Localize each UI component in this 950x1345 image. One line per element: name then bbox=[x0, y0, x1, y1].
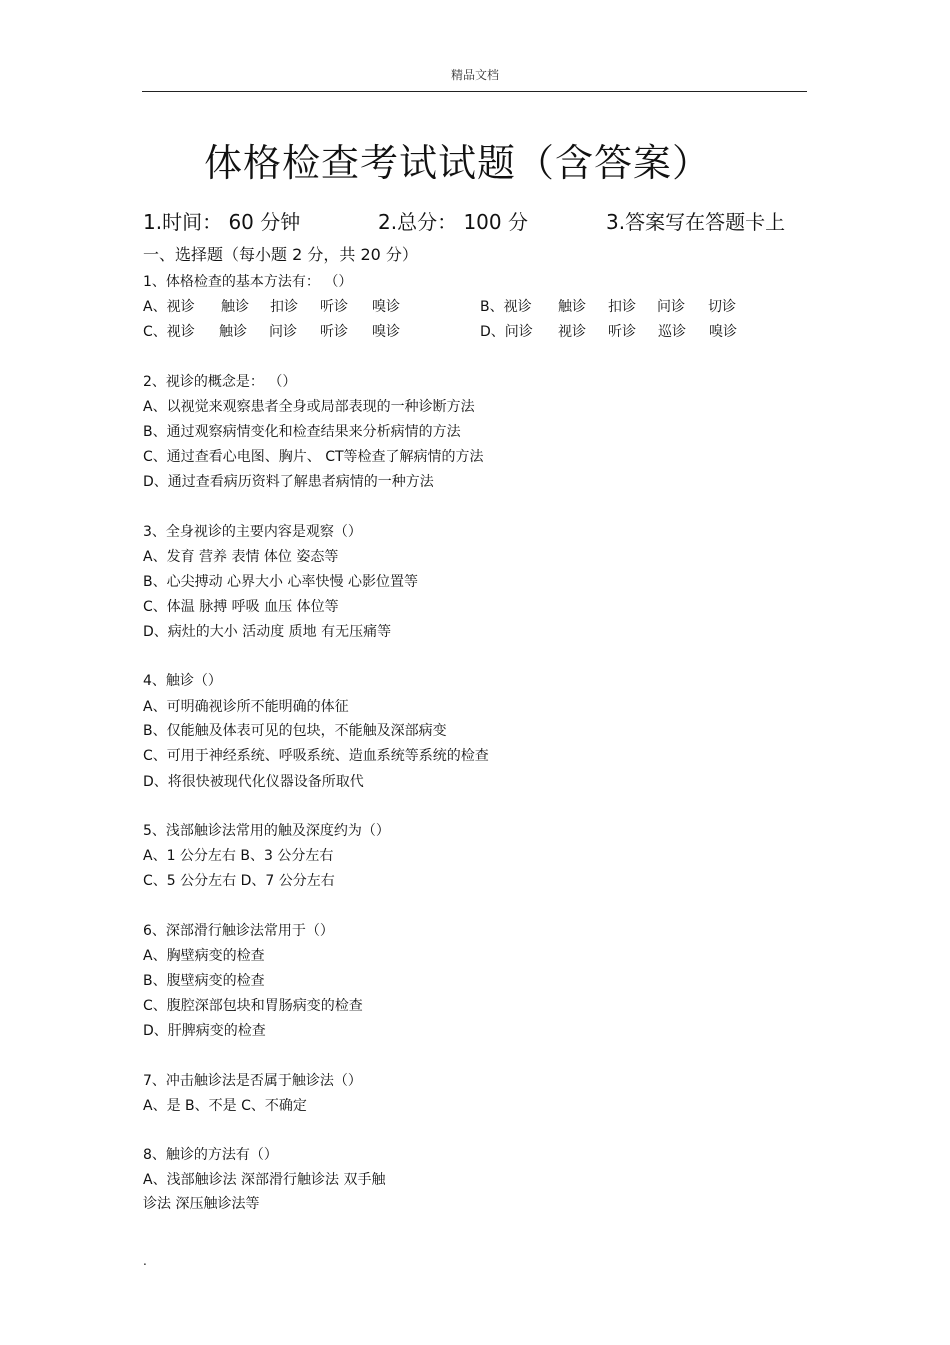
option-line: C、腹腔深部包块和胃肠病变的检查 bbox=[143, 998, 363, 1014]
option-line: C、5 公分左右 D、7 公分左右 bbox=[143, 873, 335, 889]
footer-mark: . bbox=[143, 1254, 147, 1268]
meta-note: 3.答案写在答题卡上 bbox=[606, 210, 786, 234]
option-line: C、通过查看心电图、胸片、 CT等检查了解病情的方法 bbox=[143, 449, 484, 465]
page-header: 精品文档 bbox=[450, 68, 499, 82]
option-line: D、将很快被现代化仪器设备所取代 bbox=[143, 774, 364, 790]
option-cell: 嗅诊 bbox=[372, 299, 400, 315]
option-cell: D、问诊 bbox=[480, 324, 533, 340]
question-2-stem: 2、视诊的概念是： （） bbox=[143, 374, 297, 390]
option-line: B、腹壁病变的检查 bbox=[143, 973, 265, 989]
option-cell: 问诊 bbox=[269, 324, 297, 340]
option-cell: 视诊 bbox=[558, 324, 586, 340]
option-line: A、胸壁病变的检查 bbox=[143, 948, 265, 964]
option-cell: 触诊 bbox=[558, 299, 586, 315]
exam-title: 体格检查考试试题（含答案） bbox=[204, 141, 712, 185]
option-cell: 巡诊 bbox=[658, 324, 686, 340]
option-cell: 扣诊 bbox=[270, 299, 298, 315]
section-heading: 一、选择题（每小题 2 分，共 20 分） bbox=[143, 245, 418, 264]
option-line: B、仅能触及体表可见的包块，不能触及深部病变 bbox=[143, 723, 447, 739]
option-line: 诊法 深压触诊法等 bbox=[143, 1196, 260, 1212]
option-line: A、以视觉来观察患者全身或局部表现的一种诊断方法 bbox=[143, 399, 475, 415]
question-6-stem: 6、深部滑行触诊法常用于（） bbox=[143, 923, 334, 939]
option-cell: 嗅诊 bbox=[372, 324, 400, 340]
option-cell: 嗅诊 bbox=[709, 324, 737, 340]
option-cell: 触诊 bbox=[221, 299, 249, 315]
question-5-stem: 5、浅部触诊法常用的触及深度约为（） bbox=[143, 823, 390, 839]
header-rule bbox=[142, 91, 807, 92]
option-line: A、1 公分左右 B、3 公分左右 bbox=[143, 848, 334, 864]
option-line: A、可明确视诊所不能明确的体征 bbox=[143, 699, 349, 715]
option-line: A、发育 营养 表情 体位 姿态等 bbox=[143, 549, 339, 565]
option-cell: 问诊 bbox=[657, 299, 685, 315]
option-line: B、心尖搏动 心界大小 心率快慢 心影位置等 bbox=[143, 574, 418, 590]
option-line: C、可用于神经系统、呼吸系统、造血系统等系统的检查 bbox=[143, 748, 489, 764]
option-cell: B、视诊 bbox=[480, 299, 532, 315]
option-line: C、体温 脉搏 呼吸 血压 体位等 bbox=[143, 599, 339, 615]
option-cell: 听诊 bbox=[320, 299, 348, 315]
question-4-stem: 4、触诊（） bbox=[143, 673, 222, 689]
question-8-stem: 8、触诊的方法有（） bbox=[143, 1147, 278, 1163]
option-line: D、肝脾病变的检查 bbox=[143, 1023, 266, 1039]
option-cell: 听诊 bbox=[608, 324, 636, 340]
option-cell: 扣诊 bbox=[608, 299, 636, 315]
option-cell: A、视诊 bbox=[143, 299, 195, 315]
meta-time: 1.时间： 60 分钟 bbox=[143, 210, 301, 234]
option-line: A、是 B、不是 C、不确定 bbox=[143, 1098, 307, 1114]
option-cell: 听诊 bbox=[320, 324, 348, 340]
question-7-stem: 7、冲击触诊法是否属于触诊法（） bbox=[143, 1073, 362, 1089]
question-1-stem: 1、体格检查的基本方法有： （） bbox=[143, 274, 353, 290]
option-line: A、浅部触诊法 深部滑行触诊法 双手触 bbox=[143, 1172, 386, 1188]
option-cell: 触诊 bbox=[219, 324, 247, 340]
option-line: B、通过观察病情变化和检查结果来分析病情的方法 bbox=[143, 424, 461, 440]
option-cell: C、视诊 bbox=[143, 324, 195, 340]
option-line: D、通过查看病历资料了解患者病情的一种方法 bbox=[143, 474, 434, 490]
question-3-stem: 3、全身视诊的主要内容是观察（） bbox=[143, 524, 362, 540]
meta-total: 2.总分： 100 分 bbox=[378, 210, 528, 234]
option-line: D、病灶的大小 活动度 质地 有无压痛等 bbox=[143, 624, 392, 640]
option-cell: 切诊 bbox=[708, 299, 736, 315]
